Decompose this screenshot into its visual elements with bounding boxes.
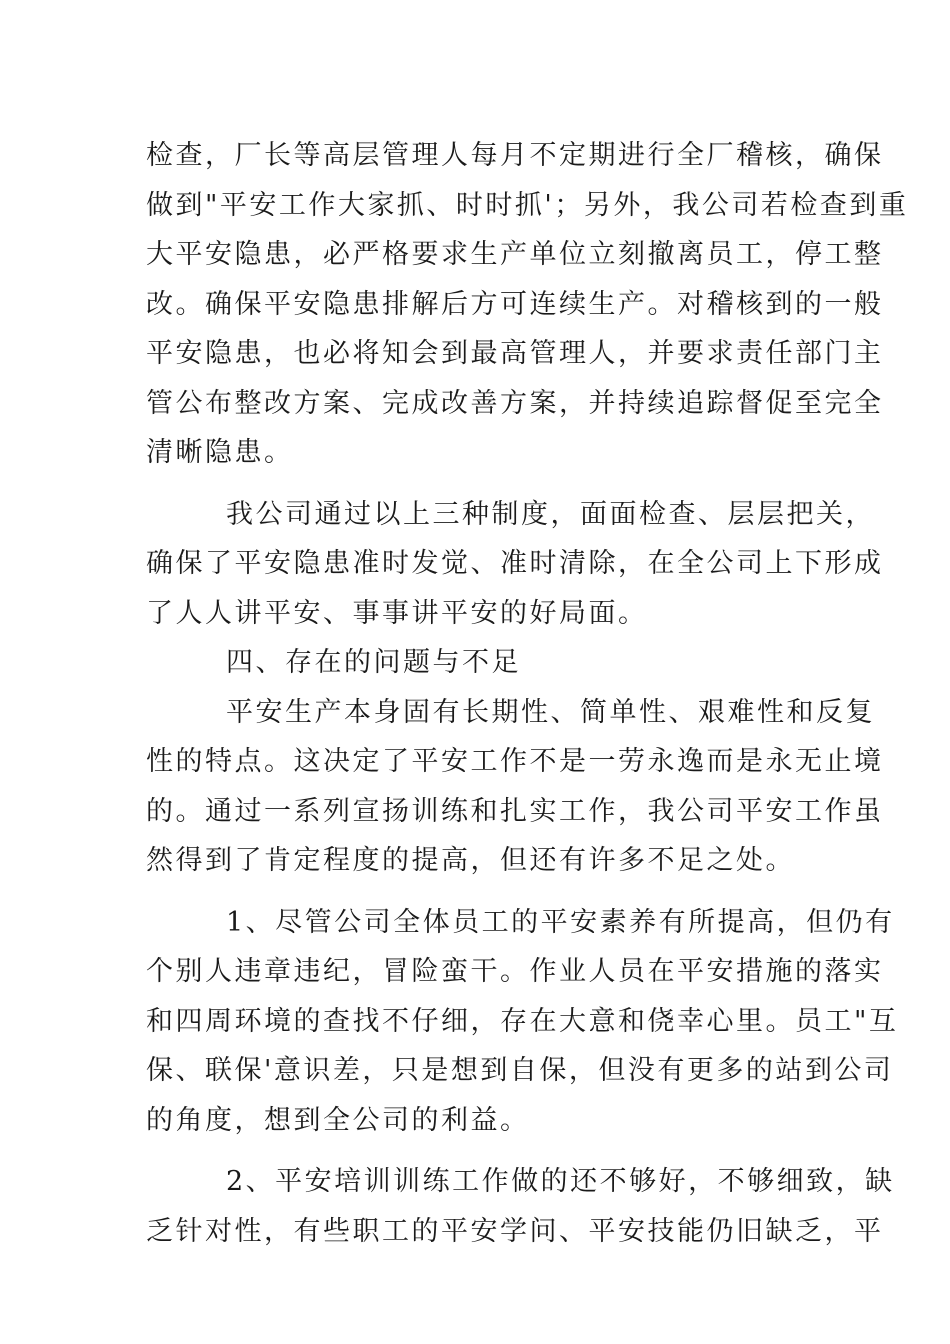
text-line: 改。确保平安隐患排解后方可连续生产。对稽核到的一般 [146,288,884,320]
text-line: 乏针对性，有些职工的平安学问、平安技能仍旧缺乏，平 [146,1215,884,1247]
text-line: 的。通过一系列宣扬训练和扎实工作，我公司平安工作虽 [146,795,884,827]
text-line: 的角度，想到全公司的利益。 [146,1104,530,1136]
text-line: 然得到了肯定程度的提高，但还有许多不足之处。 [146,845,795,876]
text-line: 管公布整改方案、完成改善方案，并持续追踪督促至完全 [146,387,884,419]
text-line: 保、联保'意识差，只是想到自保，但没有更多的站到公司 [146,1055,894,1086]
text-line: 做到"平安工作大家抓、时时抓'；另外，我公司若检查到重 [146,189,909,221]
paragraph-first-line: 平安生产本身固有长期性、简单性、艰难性和反复 [226,696,875,728]
text-line: 检查，厂长等高层管理人每月不定期进行全厂稽核，确保 [146,140,884,171]
text-line: 个别人违章违纪，冒险蛮干。作业人员在平安措施的落实 [146,956,884,987]
document-body [146,131,909,1256]
text-line: 和四周环境的查找不仔细，存在大意和侥幸心里。员工"互 [146,1005,899,1037]
paragraph-first-line: 我公司通过以上三种制度，面面检查、层层把关， [226,498,875,530]
text-line: 大平安隐患，必严格要求生产单位立刻撤离员工，停工整 [146,239,884,270]
text-line: 平安隐患，也必将知会到最高管理人，并要求责任部门主 [146,338,884,369]
text-line: 确保了平安隐患准时发觉、准时清除，在全公司上下形成 [146,548,884,579]
text-line: 了人人讲平安、事事讲平安的好局面。 [146,597,648,629]
text-line: 性的特点。这决定了平安工作不是一劳永逸而是永无止境 [146,746,884,777]
text-line: 清晰隐患。 [146,437,294,468]
list-item-first-line: 2、平安培训训练工作做的还不够好，不够细致，缺 [226,1166,895,1197]
section-heading: 四、存在的问题与不足 [226,647,521,678]
list-item-first-line: 1、尽管公司全体员工的平安素养有所提高，但仍有 [226,906,895,938]
